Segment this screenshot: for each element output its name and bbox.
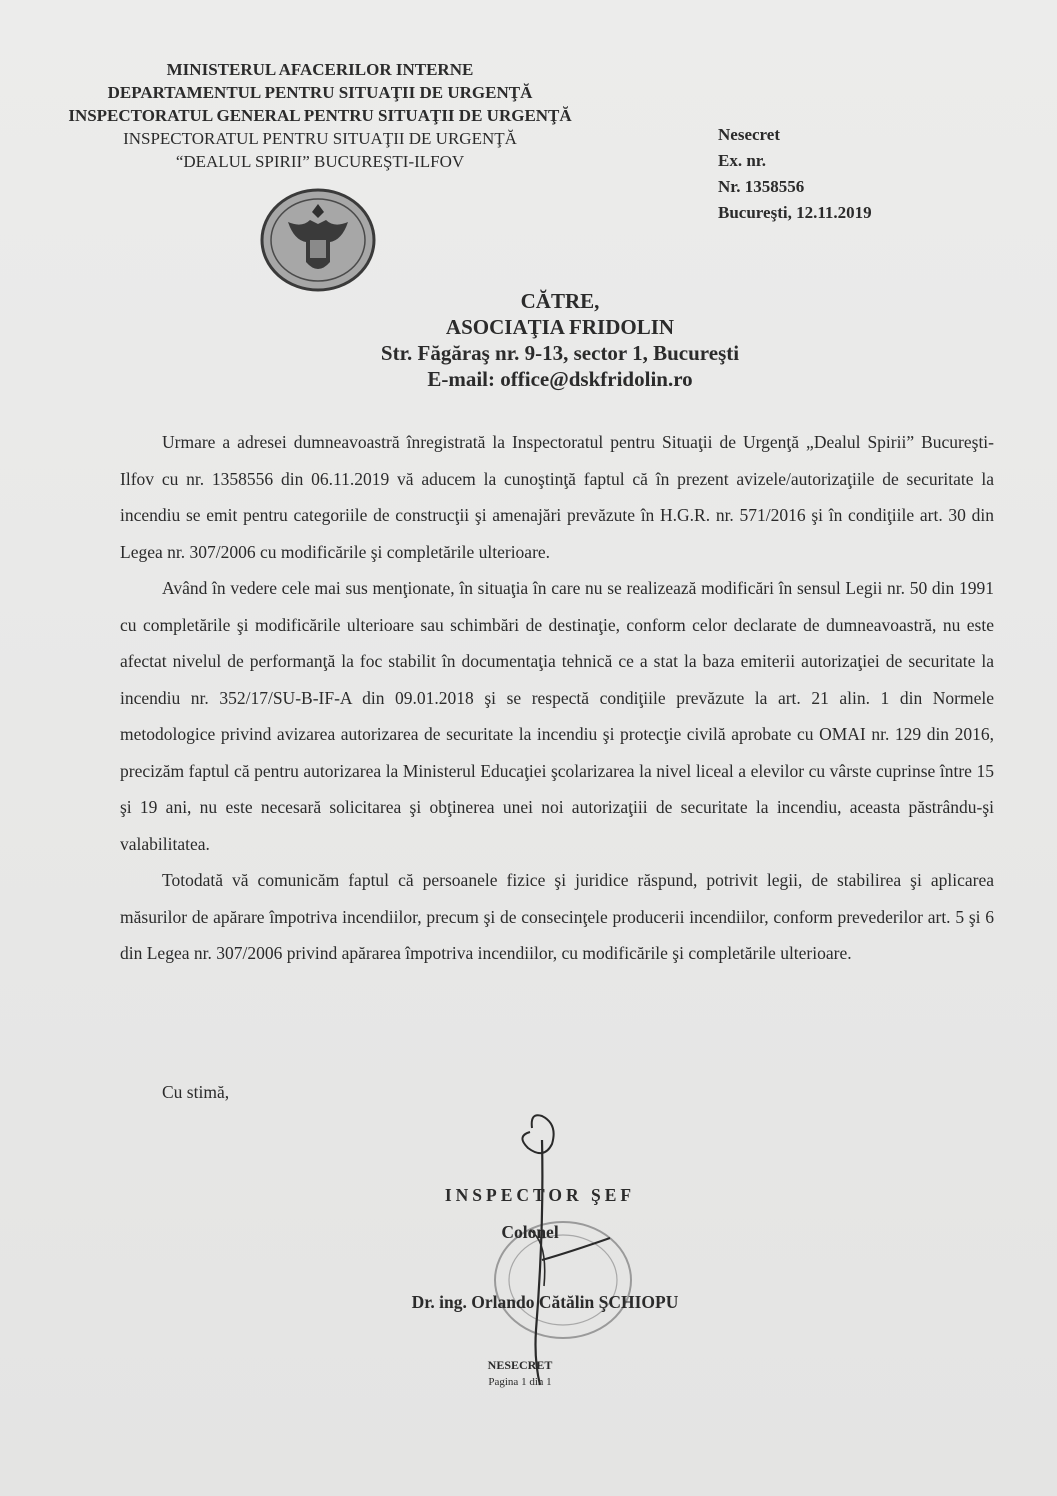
header-ministry: MINISTERUL AFACERILOR INTERNE — [166, 60, 474, 79]
header-inspectorate: INSPECTORATUL PENTRU SITUAŢII DE URGENŢĂ — [123, 129, 517, 148]
recipient-block — [300, 288, 820, 392]
header-general-inspectorate: INSPECTORATUL GENERAL PENTRU SITUAŢII DE URGENŢĂ — [68, 106, 572, 125]
coat-of-arms-seal-icon — [258, 188, 378, 292]
recipient-to: CĂTRE, — [520, 289, 600, 313]
institution-header — [40, 58, 600, 173]
letter-body — [120, 424, 994, 972]
header-inspectorate-name: “DEALUL SPIRII” BUCUREŞTI-ILFOV — [175, 152, 465, 171]
recipient-email: E-mail: office@dskfridolin.ro — [427, 367, 693, 391]
signatory-name: Dr. ing. Orlando Cătălin ŞCHIOPU — [411, 1292, 679, 1312]
signatory-title: INSPECTOR ŞEF — [444, 1185, 636, 1205]
body-paragraph-3: Totodată vă comunicăm faptul că persoanele fizice şi juridice răspund, potrivit legii, de stabilirea şi aplicarea măsurilor de apărare împotriva incendiilor, precum şi de consecinţele producerii incendiilor, conform prevederilor art. 5 şi 6 din Legea nr. 307/2006 privind apărarea împotriva incendiilor, cu modificările şi completările ulterioare. — [120, 870, 994, 963]
footer-classification: NESECRET — [487, 1358, 553, 1372]
document-reference — [718, 122, 872, 226]
closing-salutation: Cu stimă, — [162, 1082, 230, 1102]
signatory-rank: Colonel — [501, 1222, 559, 1242]
body-paragraph-1: Urmare a adresei dumneavoastră înregistrată la Inspectoratul pentru Situaţii de Urgenţă „Dealul Spirii” Bucureşti-Ilfov cu nr. 1358556 din 06.11.2019 vă aducem la cunoştinţă faptul că în prezent avizele/autorizaţiile de securitate la incendiu se emit pentru categoriile de construcţii şi amenajări prevăzute în H.G.R. nr. 571/2016 şi în condiţiile art. 30 din Legea nr. 307/2006 cu modificările şi completările ulterioare. — [120, 432, 994, 562]
footer-page-number: Pagina 1 din 1 — [488, 1376, 552, 1388]
body-paragraph-2: Având în vedere cele mai sus menţionate, în situaţia în care nu se realizează modificări în sensul Legii nr. 50 din 1991 cu completările şi modificările ulterioare sau schimbări de destinaţie, conform celor declarate de dumneavoastră, nu este afectat nivelul de performanţă la foc stabilit în documentaţia tehnică ce a stat la baza emiterii autorizaţiei de securitate la incendiu nr. 352/17/SU-B-IF-A din 09.01.2018 şi se respectă condiţiile prevăzute la art. 21 alin. 1 din Normele metodologice privind avizarea autorizarea de securitate la incendiu şi protecţie civilă aprobate cu OMAI nr. 129 din 2016, precizăm faptul că pentru autorizarea la Ministerul Educaţiei şcolarizarea la nivel liceal a elevilor cu vârste cuprinse între 15 şi 19 ani, nu este necesară solicitarea şi obţinerea unei noi autorizaţiii de securitate la incendiu, aceasta păstrându-şi valabilitatea. — [120, 578, 994, 854]
copy-number: Ex. nr. — [718, 151, 767, 170]
recipient-name: ASOCIAŢIA FRIDOLIN — [445, 315, 675, 339]
place-date: Bucureşti, 12.11.2019 — [718, 203, 872, 222]
recipient-address: Str. Făgăraş nr. 9-13, sector 1, Bucureşti — [380, 341, 740, 365]
header-department: DEPARTAMENTUL PENTRU SITUAŢII DE URGENŢĂ — [107, 83, 533, 102]
classification-label: Nesecret — [718, 125, 780, 144]
registration-number: Nr. 1358556 — [718, 177, 805, 196]
